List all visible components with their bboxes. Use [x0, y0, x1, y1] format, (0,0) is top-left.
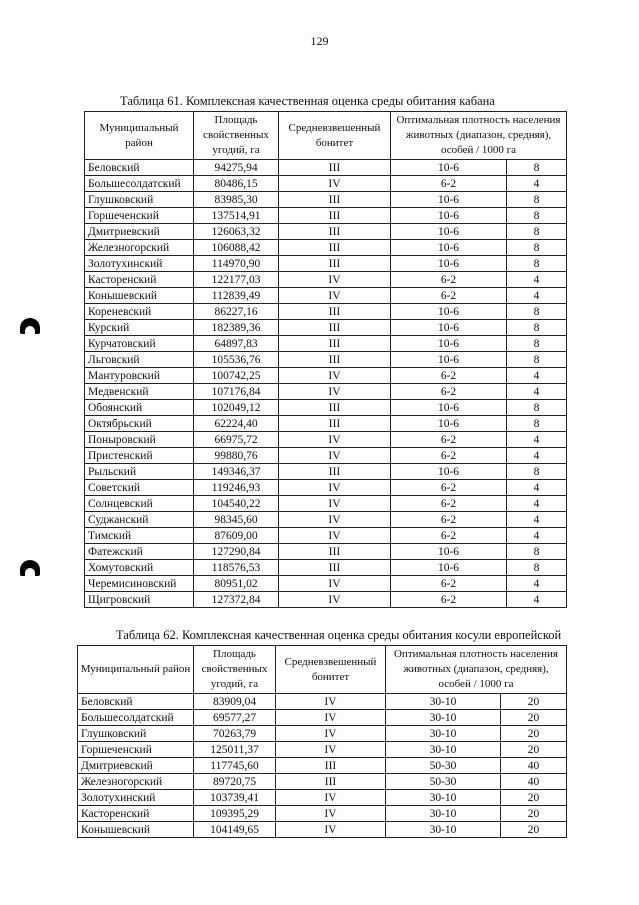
area-cell: 64897,83 — [194, 336, 279, 352]
density-range-cell: 50-30 — [386, 774, 501, 790]
density-mean-cell: 8 — [507, 208, 567, 224]
density-range-cell: 30-10 — [386, 790, 501, 806]
density-range-cell: 10-6 — [391, 208, 507, 224]
bonitet-cell: IV — [276, 694, 386, 710]
area-cell: 106088,42 — [194, 240, 279, 256]
bonitet-cell: IV — [279, 272, 391, 288]
district-cell: Черемисиновский — [85, 576, 194, 592]
density-range-cell: 10-6 — [391, 192, 507, 208]
district-cell: Курчатовский — [85, 336, 194, 352]
area-cell: 98345,60 — [194, 512, 279, 528]
table-row — [85, 192, 567, 208]
district-cell: Золотухинский — [78, 790, 194, 806]
density-range-cell: 10-6 — [391, 224, 507, 240]
table-header-row — [78, 646, 567, 694]
bonitet-cell: III — [279, 400, 391, 416]
table-row — [85, 592, 567, 608]
table-row — [85, 304, 567, 320]
header-district: Муниципальный район — [85, 112, 194, 160]
density-range-cell: 10-6 — [391, 544, 507, 560]
district-cell: Конышевский — [78, 822, 194, 838]
table-62 — [77, 645, 567, 838]
density-range-cell: 30-10 — [386, 822, 501, 838]
district-cell: Кореневский — [85, 304, 194, 320]
density-mean-cell: 20 — [501, 694, 567, 710]
area-cell: 117745,60 — [194, 758, 276, 774]
table-row — [85, 368, 567, 384]
district-cell: Обоянский — [85, 400, 194, 416]
density-range-cell: 6-2 — [391, 432, 507, 448]
table-row — [85, 480, 567, 496]
density-range-cell: 6-2 — [391, 176, 507, 192]
area-cell: 62224,40 — [194, 416, 279, 432]
table-row — [85, 496, 567, 512]
density-range-cell: 10-6 — [391, 320, 507, 336]
bonitet-cell: III — [279, 352, 391, 368]
density-mean-cell: 4 — [507, 448, 567, 464]
table-row — [78, 694, 567, 710]
density-mean-cell: 8 — [507, 320, 567, 336]
district-cell: Большесолдатский — [78, 710, 194, 726]
bonitet-cell: IV — [276, 790, 386, 806]
density-mean-cell: 4 — [507, 432, 567, 448]
area-cell: 99880,76 — [194, 448, 279, 464]
district-cell: Касторенский — [78, 806, 194, 822]
district-cell: Курский — [85, 320, 194, 336]
district-cell: Глушковский — [85, 192, 194, 208]
density-range-cell: 30-10 — [386, 726, 501, 742]
density-mean-cell: 8 — [507, 544, 567, 560]
density-range-cell: 10-6 — [391, 416, 507, 432]
density-mean-cell: 4 — [507, 384, 567, 400]
density-mean-cell: 20 — [501, 790, 567, 806]
area-cell: 87609,00 — [194, 528, 279, 544]
district-cell: Пристенский — [85, 448, 194, 464]
district-cell: Беловский — [85, 160, 194, 176]
area-cell: 80486,15 — [194, 176, 279, 192]
area-cell: 102049,12 — [194, 400, 279, 416]
area-cell: 118576,53 — [194, 560, 279, 576]
density-mean-cell: 8 — [507, 416, 567, 432]
bonitet-cell: IV — [276, 710, 386, 726]
density-range-cell: 30-10 — [386, 694, 501, 710]
table-row — [85, 352, 567, 368]
density-range-cell: 10-6 — [391, 256, 507, 272]
area-cell: 83909,04 — [194, 694, 276, 710]
area-cell: 89720,75 — [194, 774, 276, 790]
table-row — [78, 790, 567, 806]
bonitet-cell: IV — [279, 432, 391, 448]
area-cell: 107176,84 — [194, 384, 279, 400]
district-cell: Беловский — [78, 694, 194, 710]
density-mean-cell: 4 — [507, 176, 567, 192]
bonitet-cell: III — [279, 416, 391, 432]
district-cell: Октябрьский — [85, 416, 194, 432]
district-cell: Рыльский — [85, 464, 194, 480]
density-range-cell: 10-6 — [391, 400, 507, 416]
punch-hole-mark-icon — [20, 318, 40, 334]
table-row — [85, 288, 567, 304]
table-row — [85, 528, 567, 544]
density-mean-cell: 4 — [507, 512, 567, 528]
district-cell: Дмитриевский — [78, 758, 194, 774]
district-cell: Солнцевский — [85, 496, 194, 512]
table-61 — [84, 111, 567, 608]
density-mean-cell: 8 — [507, 560, 567, 576]
table-row — [85, 272, 567, 288]
bonitet-cell: IV — [276, 742, 386, 758]
bonitet-cell: III — [276, 774, 386, 790]
table-61-caption: Таблица 61. Комплексная качественная оценка среды обитания кабана — [120, 94, 495, 108]
bonitet-cell: III — [279, 208, 391, 224]
header-density: Оптимальная плотность населения животных (диапазон, средняя), особей / 1000 га — [386, 646, 567, 694]
district-cell: Золотухинский — [85, 256, 194, 272]
density-range-cell: 10-6 — [391, 160, 507, 176]
bonitet-cell: III — [279, 192, 391, 208]
bonitet-cell: IV — [279, 512, 391, 528]
density-mean-cell: 8 — [507, 400, 567, 416]
header-bonitet: Средневзвешенный бонитет — [276, 646, 386, 694]
district-cell: Железногорский — [85, 240, 194, 256]
table-row — [85, 416, 567, 432]
bonitet-cell: IV — [279, 592, 391, 608]
table-row — [85, 256, 567, 272]
area-cell: 69577,27 — [194, 710, 276, 726]
district-cell: Советский — [85, 480, 194, 496]
table-62-caption: Таблица 62. Комплексная качественная оценка среды обитания косули европейской — [116, 628, 562, 642]
density-range-cell: 6-2 — [391, 288, 507, 304]
table-header-row — [85, 112, 567, 160]
density-range-cell: 6-2 — [391, 512, 507, 528]
district-cell: Касторенский — [85, 272, 194, 288]
bonitet-cell: IV — [276, 822, 386, 838]
density-mean-cell: 4 — [507, 528, 567, 544]
density-range-cell: 6-2 — [391, 480, 507, 496]
table-row — [78, 774, 567, 790]
district-cell: Горшеченский — [85, 208, 194, 224]
area-cell: 86227,16 — [194, 304, 279, 320]
bonitet-cell: III — [276, 758, 386, 774]
page-number: 129 — [310, 34, 329, 48]
density-mean-cell: 8 — [507, 336, 567, 352]
district-cell: Медвенский — [85, 384, 194, 400]
density-mean-cell: 4 — [507, 288, 567, 304]
table-row — [78, 726, 567, 742]
bonitet-cell: III — [279, 464, 391, 480]
table-row — [85, 400, 567, 416]
density-range-cell: 6-2 — [391, 368, 507, 384]
area-cell: 127290,84 — [194, 544, 279, 560]
table-row — [85, 176, 567, 192]
area-cell: 80951,02 — [194, 576, 279, 592]
area-cell: 104540,22 — [194, 496, 279, 512]
table-row — [85, 544, 567, 560]
bonitet-cell: III — [279, 320, 391, 336]
table-row — [85, 384, 567, 400]
area-cell: 125011,37 — [194, 742, 276, 758]
density-mean-cell: 8 — [507, 240, 567, 256]
district-cell: Дмитриевский — [85, 224, 194, 240]
table-row — [78, 806, 567, 822]
header-density: Оптимальная плотность населения животных (диапазон, средняя), особей / 1000 га — [391, 112, 567, 160]
area-cell: 122177,03 — [194, 272, 279, 288]
punch-hole-mark-icon — [20, 560, 40, 576]
density-range-cell: 6-2 — [391, 496, 507, 512]
density-range-cell: 6-2 — [391, 272, 507, 288]
area-cell: 149346,37 — [194, 464, 279, 480]
bonitet-cell: III — [279, 544, 391, 560]
bonitet-cell: IV — [279, 496, 391, 512]
density-mean-cell: 8 — [507, 192, 567, 208]
density-range-cell: 6-2 — [391, 592, 507, 608]
bonitet-cell: IV — [276, 726, 386, 742]
district-cell: Щигровский — [85, 592, 194, 608]
table-row — [85, 160, 567, 176]
table-row — [85, 240, 567, 256]
density-mean-cell: 8 — [507, 224, 567, 240]
bonitet-cell: IV — [279, 288, 391, 304]
header-bonitet: Средневзвешенный бонитет — [279, 112, 391, 160]
table-row — [78, 710, 567, 726]
bonitet-cell: IV — [279, 368, 391, 384]
area-cell: 114970,90 — [194, 256, 279, 272]
bonitet-cell: IV — [279, 384, 391, 400]
table-row — [85, 320, 567, 336]
district-cell: Мантуровский — [85, 368, 194, 384]
table-row — [78, 822, 567, 838]
density-mean-cell: 4 — [507, 368, 567, 384]
area-cell: 66975,72 — [194, 432, 279, 448]
bonitet-cell: III — [279, 224, 391, 240]
district-cell: Поныровский — [85, 432, 194, 448]
bonitet-cell: III — [279, 560, 391, 576]
density-mean-cell: 20 — [501, 806, 567, 822]
table-row — [85, 512, 567, 528]
density-mean-cell: 8 — [507, 352, 567, 368]
bonitet-cell: III — [279, 304, 391, 320]
density-range-cell: 10-6 — [391, 304, 507, 320]
bonitet-cell: III — [279, 336, 391, 352]
table-row — [85, 448, 567, 464]
area-cell: 104149,65 — [194, 822, 276, 838]
header-district: Муниципальный район — [78, 646, 194, 694]
table-row — [85, 576, 567, 592]
density-mean-cell: 40 — [501, 774, 567, 790]
bonitet-cell: IV — [279, 576, 391, 592]
area-cell: 105536,76 — [194, 352, 279, 368]
district-cell: Фатежский — [85, 544, 194, 560]
district-cell: Железногорский — [78, 774, 194, 790]
density-mean-cell: 4 — [507, 480, 567, 496]
density-range-cell: 10-6 — [391, 336, 507, 352]
density-range-cell: 10-6 — [391, 560, 507, 576]
district-cell: Горшеченский — [78, 742, 194, 758]
table-row — [85, 464, 567, 480]
density-mean-cell: 4 — [507, 496, 567, 512]
density-mean-cell: 8 — [507, 160, 567, 176]
table-row — [85, 224, 567, 240]
bonitet-cell: IV — [279, 528, 391, 544]
area-cell: 119246,93 — [194, 480, 279, 496]
density-range-cell: 30-10 — [386, 710, 501, 726]
header-area: Площадь свойственных угодий, га — [194, 112, 279, 160]
district-cell: Суджанский — [85, 512, 194, 528]
density-mean-cell: 8 — [507, 304, 567, 320]
area-cell: 100742,25 — [194, 368, 279, 384]
density-mean-cell: 4 — [507, 272, 567, 288]
area-cell: 94275,94 — [194, 160, 279, 176]
density-range-cell: 10-6 — [391, 464, 507, 480]
density-range-cell: 10-6 — [391, 240, 507, 256]
district-cell: Тимский — [85, 528, 194, 544]
density-mean-cell: 4 — [507, 576, 567, 592]
area-cell: 137514,91 — [194, 208, 279, 224]
density-mean-cell: 20 — [501, 822, 567, 838]
area-cell: 109395,29 — [194, 806, 276, 822]
table-row — [78, 758, 567, 774]
bonitet-cell: III — [279, 160, 391, 176]
density-range-cell: 6-2 — [391, 528, 507, 544]
bonitet-cell: IV — [279, 448, 391, 464]
district-cell: Льговский — [85, 352, 194, 368]
area-cell: 127372,84 — [194, 592, 279, 608]
table-row — [85, 208, 567, 224]
table-row — [85, 560, 567, 576]
density-range-cell: 6-2 — [391, 448, 507, 464]
district-cell: Глушковский — [78, 726, 194, 742]
table-row — [85, 432, 567, 448]
density-mean-cell: 40 — [501, 758, 567, 774]
area-cell: 70263,79 — [194, 726, 276, 742]
area-cell: 83985,30 — [194, 192, 279, 208]
table-row — [85, 336, 567, 352]
density-mean-cell: 4 — [507, 592, 567, 608]
area-cell: 112839,49 — [194, 288, 279, 304]
bonitet-cell: IV — [279, 176, 391, 192]
density-mean-cell: 20 — [501, 710, 567, 726]
bonitet-cell: III — [279, 256, 391, 272]
header-area: Площадь свойственных угодий, га — [194, 646, 276, 694]
area-cell: 126063,32 — [194, 224, 279, 240]
area-cell: 182389,36 — [194, 320, 279, 336]
bonitet-cell: IV — [276, 806, 386, 822]
density-mean-cell: 8 — [507, 464, 567, 480]
district-cell: Конышевский — [85, 288, 194, 304]
density-mean-cell: 8 — [507, 256, 567, 272]
area-cell: 103739,41 — [194, 790, 276, 806]
table-row — [78, 742, 567, 758]
density-range-cell: 50-30 — [386, 758, 501, 774]
bonitet-cell: III — [279, 240, 391, 256]
density-range-cell: 6-2 — [391, 576, 507, 592]
density-range-cell: 30-10 — [386, 806, 501, 822]
density-range-cell: 30-10 — [386, 742, 501, 758]
density-mean-cell: 20 — [501, 742, 567, 758]
district-cell: Хомутовский — [85, 560, 194, 576]
density-mean-cell: 20 — [501, 726, 567, 742]
density-range-cell: 10-6 — [391, 352, 507, 368]
bonitet-cell: IV — [279, 480, 391, 496]
density-range-cell: 6-2 — [391, 384, 507, 400]
district-cell: Большесолдатский — [85, 176, 194, 192]
